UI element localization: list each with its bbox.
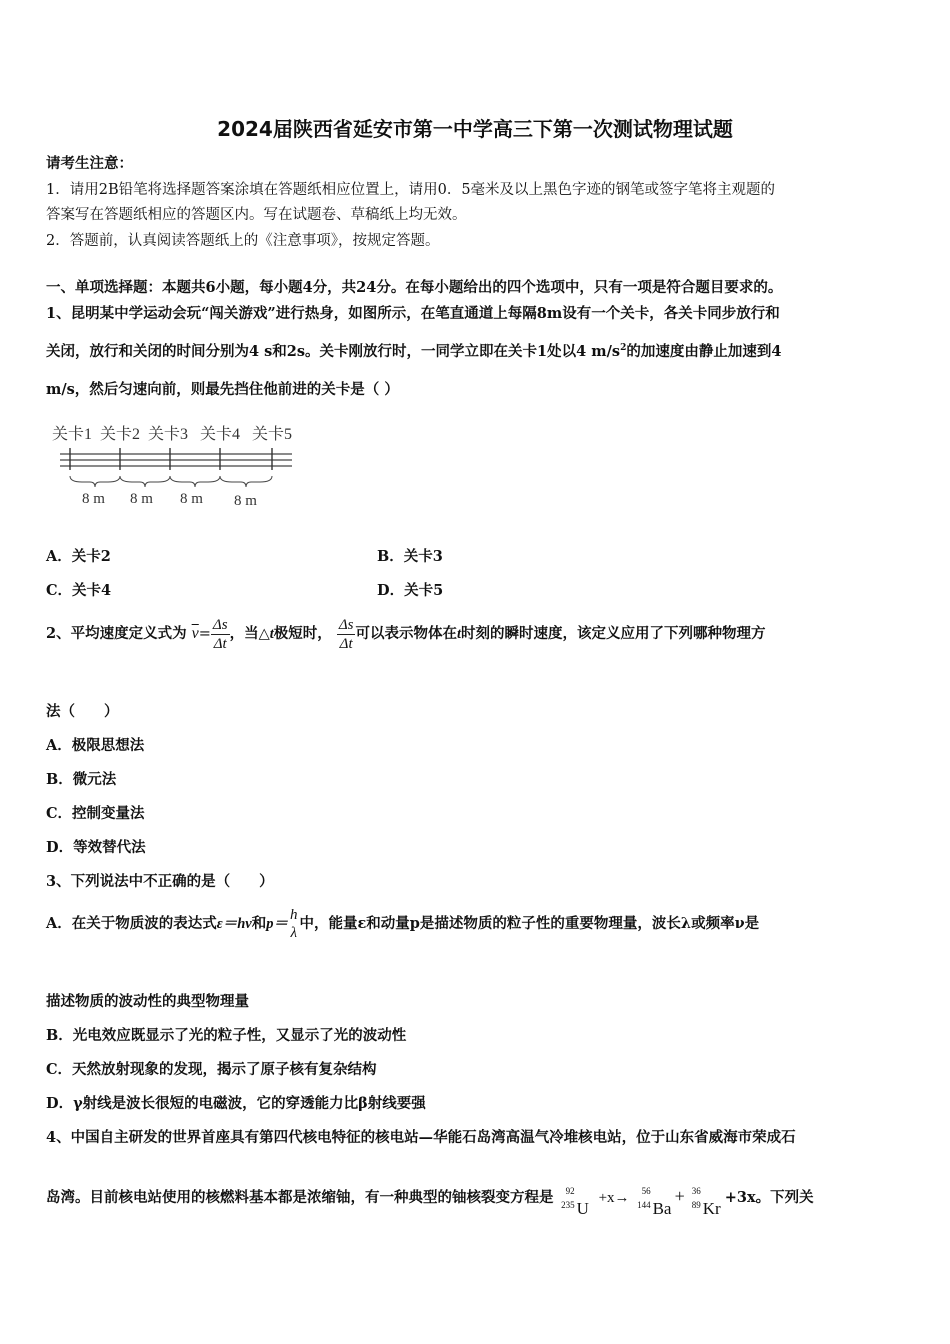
- q1-option-b: B．关卡3: [377, 548, 443, 565]
- brace-2: [120, 476, 170, 487]
- notice-line2: 2．答题前，认真阅读答题纸上的《注意事项》，按规定答题。: [46, 233, 440, 249]
- q3-option-d: D．γ射线是波长很短的电磁波，它的穿透能力比β射线要强: [46, 1095, 426, 1112]
- q4-line2: 岛湾。目前核电站使用的核燃料基本都是浓缩铀，有一种典型的铀核裂变方程是 235 92 U +x→ 144 56 Ba + 89 36 Kr +3x。下列关: [46, 1174, 814, 1218]
- page-title: 2024届陕西省延安市第一中学高三下第一次测试物理试题: [217, 117, 733, 141]
- brace-4: [220, 476, 272, 487]
- gate-label-2: 关卡2: [100, 426, 141, 443]
- segment-label-4: 8 m: [234, 493, 257, 509]
- q2-avg-velocity-fraction: $\frac{\Delta s}{\Delta t}$: [212, 616, 228, 652]
- q2-option-a: A．极限思想法: [46, 737, 145, 754]
- segment-label-1: 8 m: [82, 491, 105, 507]
- segment-label-3: 8 m: [180, 491, 203, 507]
- q3-h-over-lambda: h λ: [289, 907, 298, 941]
- q1-line2: 关闭，放行和关闭的时间分别为4 s和2s。关卡刚放行时，一同学立即在关卡1处以4 $m/s^2$的加速度由静止加速到4: [46, 343, 782, 360]
- notice-line1b: 答案写在答题纸相应的答题区内。写在试题卷、草稿纸上均无效。: [46, 207, 467, 223]
- gate-label-1: 关卡1: [52, 426, 93, 443]
- krypton-nuclide: 89 36 Kr: [691, 1186, 721, 1218]
- segment-label-2: 8 m: [130, 491, 153, 507]
- q2-line1: 2、平均速度定义式为 $\overline{v}=$ $\frac{\Delta s}{\Delta t}$ ，当△t极短时， $\frac{\Delta s}{\Delta t}$ 可以表示物体在t时刻的瞬时速度，该定义应用了下列哪种物理方: [46, 616, 766, 652]
- q2-line2: 法（ ）: [46, 703, 119, 720]
- q3-option-a-line2: 描述物质的波动性的典型物理量: [46, 993, 249, 1010]
- notice-heading: 请考生注意：: [46, 155, 133, 172]
- q1-figure: [50, 420, 310, 515]
- q1-option-c: C．关卡4: [46, 582, 112, 599]
- brace-1: [70, 476, 120, 487]
- uranium-nuclide: 235 92 U: [561, 1186, 589, 1218]
- gate-label-5: 关卡5: [252, 426, 293, 443]
- q2-option-b: B．微元法: [46, 771, 117, 788]
- gates-diagram: [50, 420, 310, 515]
- q3-option-b: B．光电效应既显示了光的粒子性，又显示了光的波动性: [46, 1027, 407, 1044]
- q2-option-d: D．等效替代法: [46, 839, 146, 856]
- q1-option-d: D．关卡5: [377, 582, 444, 599]
- q2-option-c: C．控制变量法: [46, 805, 145, 822]
- q3-option-a: A．在关于物质波的表达式ε＝hν和p＝ h λ 中，能量ε和动量p是描述物质的粒子性的重要物理量，波长λ或频率ν是: [46, 907, 760, 941]
- q2-instant-fraction: $\frac{\Delta s}{\Delta t}$: [338, 616, 354, 652]
- q1-line1: 1、昆明某中学运动会玩“闯关游戏”进行热身，如图所示，在笔直通道上每隔8m设有一个关卡，各关卡同步放行和: [46, 305, 780, 322]
- gate-label-3: 关卡3: [148, 426, 189, 443]
- q3-stem: 3、下列说法中不正确的是（ ）: [46, 873, 274, 890]
- notice-line1a: 1．请用2B铅笔将选择题答案涂填在答题纸相应位置上，请用0．5毫米及以上黑色字迹的钢笔或签字笔将主观题的: [46, 182, 776, 198]
- q1-line3: m/s，然后匀速向前，则最先挡住他前进的关卡是（ ）: [46, 381, 399, 398]
- barium-nuclide: 144 56 Ba: [637, 1186, 672, 1218]
- q1-option-a: A．关卡2: [46, 548, 111, 565]
- q3-option-c: C．天然放射现象的发现，揭示了原子核有复杂结构: [46, 1061, 377, 1078]
- brace-3: [170, 476, 220, 487]
- q4-line1: 4、中国自主研发的世界首座具有第四代核电特征的核电站—华能石岛湾高温气冷堆核电站，位于山东省威海市荣成石: [46, 1129, 796, 1146]
- section-heading: 一、单项选择题：本题共6小题，每小题4分，共24分。在每小题给出的四个选项中，只有一项是符合题目要求的。: [46, 279, 783, 296]
- gate-label-4: 关卡4: [200, 426, 241, 443]
